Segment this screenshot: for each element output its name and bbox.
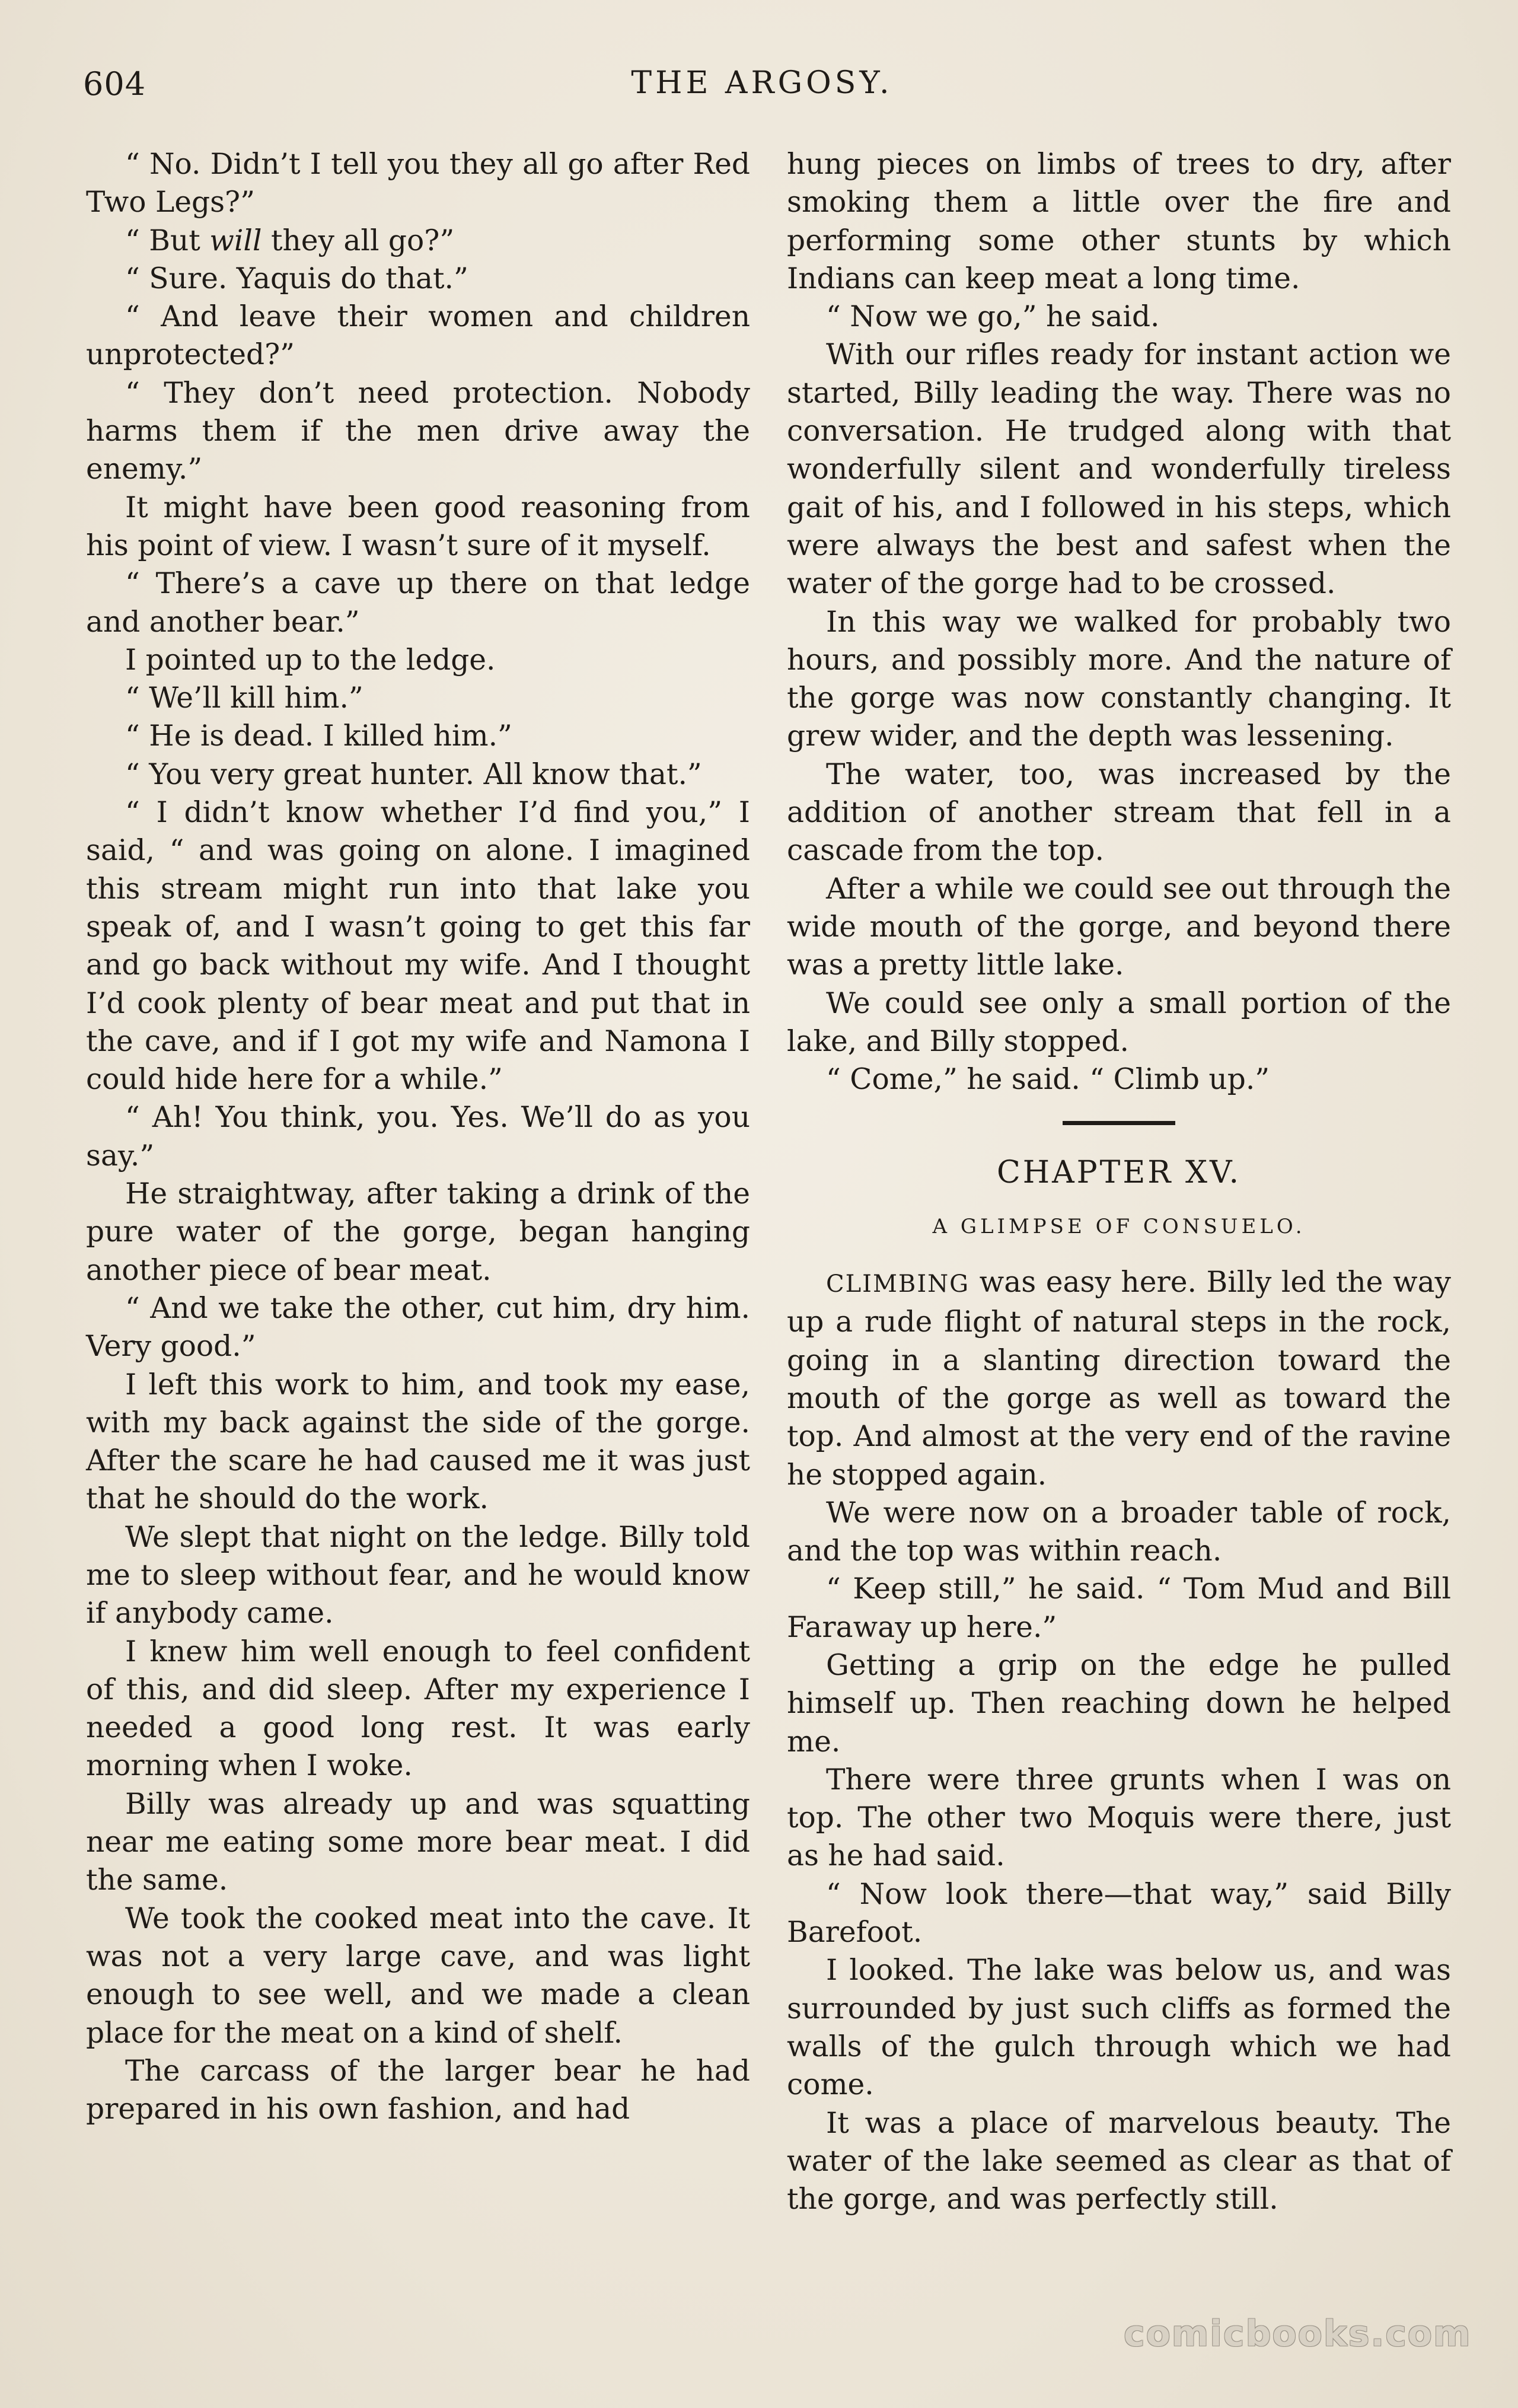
paragraph: “ And leave their women and children unprotected?” <box>86 300 750 372</box>
running-title: THE ARGOSY. <box>631 65 893 101</box>
paragraph: “ I didn’t know whether I’d find you,” I said, “ and was going on alone. I imagined this stream might run into that lake you speak of, and I wasn’t going to get this far and go back without my wife. And I thought I’d cook plenty of bear meat and put that in the cave, and if I got my wife and Namona I could hide here for a while.” <box>86 796 750 1097</box>
paragraph: “ We’ll kill him.” <box>125 681 363 715</box>
paragraph: “ Now look there—that way,” said Billy Barefoot. <box>787 1877 1451 1950</box>
paragraph: In this way we walked for probably two hours, and possibly more. And the nature of the gorge was now constantly changing. It grew wider, and the depth was lessening. <box>787 605 1451 753</box>
paragraph: Billy was already up and was squatting near me eating some more bear meat. I did the same. <box>86 1787 750 1897</box>
paragraph: “ And we take the other, cut him, dry him. Very good.” <box>86 1291 750 1364</box>
left-column <box>86 145 750 2128</box>
paragraph: I left this work to him, and took my ease, with my back against the side of the gorge. After the scare he had caused me it was just that he should do the work. <box>86 1368 750 1516</box>
paragraph: “ But will they all go?” <box>125 224 455 257</box>
paragraph: We slept that night on the ledge. Billy told me to sleep without fear, and he would know if anybody came. <box>86 1520 750 1630</box>
paragraph: With our rifles ready for instant action we started, Billy leading the way. There was no conversation. He trudged along with that wonderfully silent and wonderfully tireless gait of his, and I followed in his steps, which were always the best and safest when the water of the gorge had to be crossed. <box>787 338 1451 601</box>
paragraph: We could see only a small portion of the lake, and Billy stopped. <box>787 986 1451 1058</box>
page-number: 604 <box>83 65 146 103</box>
paragraph: After a while we could see out through the wide mouth of the gorge, and beyond there was a pretty little lake. <box>787 872 1451 982</box>
page-header <box>83 65 1441 119</box>
right-column <box>787 145 1451 2218</box>
paragraph: I knew him well enough to feel confident of this, and did sleep. After my experience I needed a good long rest. It was early morning when I woke. <box>86 1635 750 1783</box>
paragraph: The carcass of the larger bear he had prepared in his own fashion, and had <box>86 2054 750 2126</box>
paragraph: “ Sure. Yaquis do that.” <box>125 262 468 295</box>
paragraph: CLIMBING was easy here. Billy led the way up a rude flight of natural steps in the rock, going in a slanting direction toward the mouth of the gorge as well as toward the top. And almost at the very end of the ravine he stopped again. <box>787 1266 1451 1492</box>
paragraph: “ You very great hunter. All know that.” <box>125 757 702 791</box>
paragraph: We were now on a broader table of rock, and the top was within reach. <box>787 1496 1451 1568</box>
right-column-before-chapter <box>787 145 1451 1098</box>
paragraph: “ Now we go,” he said. <box>826 300 1160 334</box>
paragraph: We took the cooked meat into the cave. It was not a very large cave, and was light enough to see well, and we made a clean place for the meat on a kind of shelf. <box>86 1901 750 2050</box>
paragraph: “ He is dead. I killed him.” <box>125 719 512 753</box>
paragraph: It was a place of marvelous beauty. The water of the lake seemed as clear as that of the gorge, and was perfectly still. <box>787 2106 1451 2216</box>
paragraph: “ Keep still,” he said. “ Tom Mud and Bill Faraway up here.” <box>787 1572 1451 1644</box>
paragraph: “ Come,” he said. “ Climb up.” <box>826 1063 1270 1097</box>
paragraph: Getting a grip on the edge he pulled himself up. Then reaching down he helped me. <box>787 1648 1451 1759</box>
paragraph: “ Ah! You think, you. Yes. We’ll do as you say.” <box>86 1101 750 1173</box>
paragraph: The water, too, was increased by the addition of another stream that fell in a cascade from the top. <box>787 757 1451 868</box>
watermark-logo: comicbooks.com <box>1124 2313 1472 2355</box>
chapter-subtitle: A GLIMPSE OF CONSUELO. <box>932 1214 1306 1238</box>
paragraph: “ There’s a cave up there on that ledge and another bear.” <box>86 567 750 639</box>
paragraph: He straightway, after taking a drink of the pure water of the gorge, began hanging another piece of bear meat. <box>86 1177 750 1287</box>
paragraph: “ They don’t need protection. Nobody harms them if the men drive away the enemy.” <box>86 376 750 486</box>
chapter-title: CHAPTER XV. <box>996 1155 1241 1191</box>
paragraph: “ No. Didn’t I tell you they all go after Red Two Legs?” <box>86 148 750 219</box>
paragraph: It might have been good reasoning from his point of view. I wasn’t sure of it myself. <box>86 490 750 562</box>
right-column-after-chapter <box>787 1263 1451 2218</box>
paragraph: I pointed up to the ledge. <box>125 643 496 677</box>
paragraph: I looked. The lake was below us, and was surrounded by just such cliffs as formed the walls of the gulch through which we had come. <box>787 1954 1451 2102</box>
chapter-divider-rule <box>1063 1121 1175 1125</box>
paragraph: hung pieces on limbs of trees to dry, after smoking them a little over the fire and performing some other stunts by which Indians can keep meat a long time. <box>787 148 1451 295</box>
paragraph: There were three grunts when I was on top. The other two Moquis were there, just as he had said. <box>787 1763 1451 1873</box>
